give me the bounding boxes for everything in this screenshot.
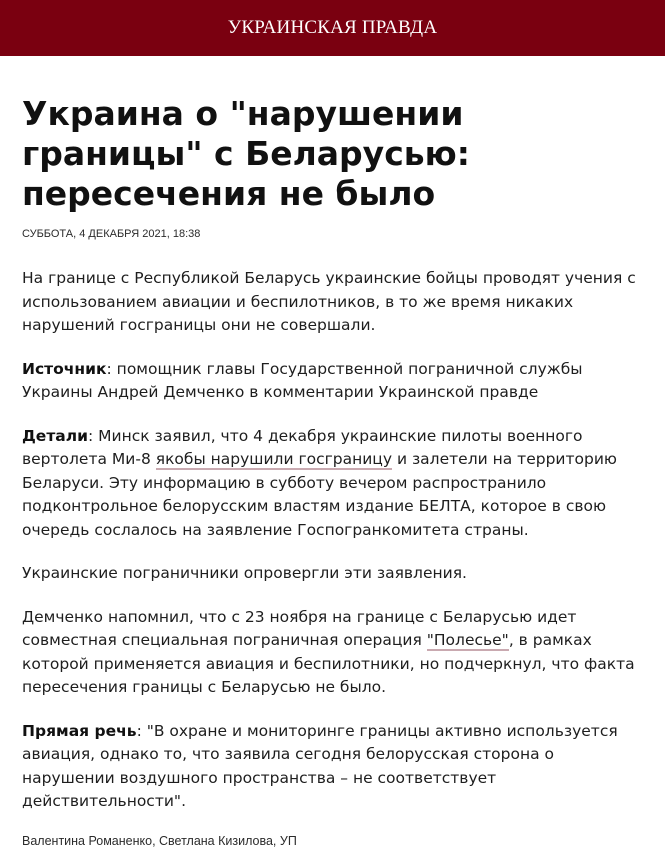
details-text-before: : Минск заявил, что 4 декабря украинские пилоты военного вертолета Ми-8 <box>22 426 583 468</box>
paragraph-source <box>22 358 643 405</box>
article <box>0 94 665 848</box>
operation-text-after: , в рамках которой применяется авиация и беспилотники, но подчеркнул, что факта пересечения границы с Беларусью не было. <box>22 631 635 696</box>
article-lead: На границе с Республикой Беларусь украинские бойцы проводят учения с использованием авиации и беспилотников, в то же время никаких нарушений госграницы они не совершали. <box>22 269 636 334</box>
article-byline: Валентина Романенко, Светлана Кизилова, УП <box>22 833 297 848</box>
paragraph-details <box>22 425 643 543</box>
operation-text-before: Демченко напомнил, что с 23 ноября на границе с Беларусью идет совместная специальная пограничная операция <box>22 607 577 649</box>
paragraph-quote <box>22 720 643 814</box>
paragraph-denial: Украинские пограничники опровергли эти заявления. <box>22 564 467 582</box>
site-logo[interactable]: УКРАИНСКАЯ ПРАВДА <box>227 17 438 38</box>
source-label: Источник <box>22 359 107 378</box>
polesie-link[interactable]: "Полесье" <box>426 631 509 649</box>
source-text: : помощник главы Государственной пограничной службы Украины Андрей Демченко в комментарии Украинской правде <box>22 359 583 401</box>
article-title: Украина о "нарушении границы" с Беларусью: пересечения не было <box>22 94 470 213</box>
details-text-after: и залетели на территорию Беларуси. Эту информацию в субботу вечером распространило подконтрольное белорусским властям издание БЕЛТА, которое в свою очередь сослалось на заявление Госпогранкомитета страны. <box>22 450 617 539</box>
border-violation-link[interactable]: якобы нарушили госграницу <box>155 450 393 468</box>
quote-label: Прямая речь <box>22 721 137 740</box>
paragraph-operation <box>22 606 643 700</box>
quote-text: : "В охране и мониторинге границы активно используется авиация, однако то, что заявила сегодня белорусская сторона о нарушении воздушного пространства – не соответствует действительности". <box>22 721 618 810</box>
site-header <box>0 0 665 56</box>
details-label: Детали <box>22 426 88 445</box>
article-date: СУББОТА, 4 ДЕКАБРЯ 2021, 18:38 <box>22 228 201 240</box>
